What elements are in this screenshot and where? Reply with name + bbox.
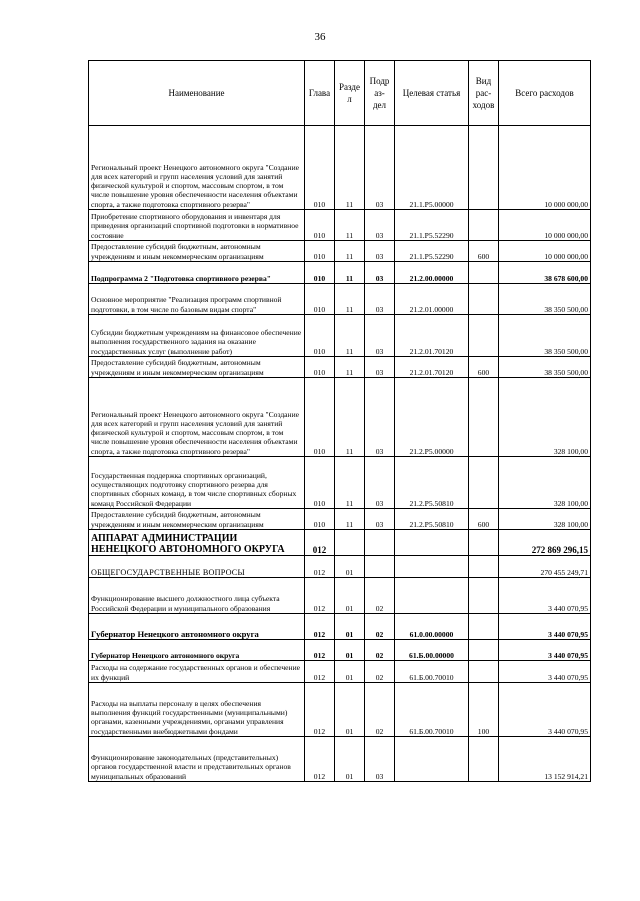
row-podrazdel: 03 bbox=[365, 357, 395, 378]
row-vid bbox=[469, 210, 499, 241]
budget-table bbox=[88, 60, 591, 782]
row-glava: 012 bbox=[305, 556, 335, 578]
table-row bbox=[89, 614, 591, 640]
table-row bbox=[89, 578, 591, 614]
table-row bbox=[89, 530, 591, 556]
row-target: 21.2.P5.50810 bbox=[395, 457, 469, 509]
row-podrazdel: 03 bbox=[365, 378, 395, 457]
table-row bbox=[89, 378, 591, 457]
row-target: 21.2.01.70120 bbox=[395, 315, 469, 357]
row-target: 61.Б.00.00000 bbox=[395, 640, 469, 661]
row-podrazdel: 03 bbox=[365, 262, 395, 284]
table-row bbox=[89, 126, 591, 210]
header-razdel: Разде л bbox=[335, 61, 365, 126]
row-razdel: 11 bbox=[335, 509, 365, 530]
row-name: Приобретение спортивного оборудования и инвентаря для приведения организаций спортивной подготовки в нормативное состояние bbox=[89, 210, 305, 241]
row-podrazdel: 02 bbox=[365, 578, 395, 614]
row-razdel: 11 bbox=[335, 126, 365, 210]
row-name: АППАРАТ АДМИНИСТРАЦИИ НЕНЕЦКОГО АВТОНОМНОГО ОКРУГА bbox=[89, 530, 305, 556]
row-vid bbox=[469, 737, 499, 782]
row-razdel: 01 bbox=[335, 683, 365, 737]
row-target bbox=[395, 737, 469, 782]
row-glava: 012 bbox=[305, 737, 335, 782]
row-razdel: 11 bbox=[335, 284, 365, 315]
row-target: 21.1.P5.52290 bbox=[395, 210, 469, 241]
row-vid bbox=[469, 262, 499, 284]
row-name: Расходы на содержание государственных органов и обеспечение их функций bbox=[89, 661, 305, 683]
row-total: 3 440 070,95 bbox=[499, 640, 591, 661]
row-target: 61.Б.00.70010 bbox=[395, 683, 469, 737]
table-row bbox=[89, 737, 591, 782]
row-total: 38 350 500,00 bbox=[499, 357, 591, 378]
row-razdel: 01 bbox=[335, 614, 365, 640]
row-target: 61.Б.00.70010 bbox=[395, 661, 469, 683]
row-razdel bbox=[335, 530, 365, 556]
row-target: 21.1.P5.52290 bbox=[395, 241, 469, 262]
row-target: 21.2.P5.50810 bbox=[395, 509, 469, 530]
row-total: 38 350 500,00 bbox=[499, 315, 591, 357]
row-podrazdel: 03 bbox=[365, 210, 395, 241]
row-vid bbox=[469, 661, 499, 683]
row-vid: 600 bbox=[469, 357, 499, 378]
row-podrazdel: 03 bbox=[365, 457, 395, 509]
header-row bbox=[89, 61, 591, 126]
row-name: Расходы на выплаты персоналу в целях обеспечения выполнения функций государственными (муниципальными) органами, казенными учреждениями, органами управления государственными внебюджетными фондами bbox=[89, 683, 305, 737]
row-podrazdel: 03 bbox=[365, 315, 395, 357]
row-total: 328 100,00 bbox=[499, 378, 591, 457]
row-podrazdel: 03 bbox=[365, 509, 395, 530]
table-row bbox=[89, 241, 591, 262]
row-glava: 010 bbox=[305, 357, 335, 378]
row-total: 3 440 070,95 bbox=[499, 683, 591, 737]
table-row bbox=[89, 556, 591, 578]
row-razdel: 01 bbox=[335, 737, 365, 782]
row-target: 21.1.P5.00000 bbox=[395, 126, 469, 210]
row-razdel: 11 bbox=[335, 262, 365, 284]
row-name: Предоставление субсидий бюджетным, автономным учреждениям и иным некоммерческим организациям bbox=[89, 241, 305, 262]
row-glava: 010 bbox=[305, 126, 335, 210]
row-glava: 010 bbox=[305, 210, 335, 241]
header-total: Всего расходов bbox=[499, 61, 591, 126]
row-podrazdel: 02 bbox=[365, 661, 395, 683]
row-glava: 012 bbox=[305, 661, 335, 683]
row-total: 328 100,00 bbox=[499, 509, 591, 530]
row-vid: 600 bbox=[469, 241, 499, 262]
row-podrazdel: 02 bbox=[365, 683, 395, 737]
row-target bbox=[395, 556, 469, 578]
row-vid bbox=[469, 614, 499, 640]
table-row bbox=[89, 357, 591, 378]
header-vid: Вид рас- ходов bbox=[469, 61, 499, 126]
row-razdel: 01 bbox=[335, 661, 365, 683]
row-total: 272 869 296,15 bbox=[499, 530, 591, 556]
row-name: Региональный проект Ненецкого автономного округа "Создание для всех категорий и групп населения условий для занятий физической культурой и спортом, массовым спортом, в том числе повышение уровня обеспеченности населения объектами спорта, а также подготовка спортивного резерва" bbox=[89, 126, 305, 210]
row-name: Предоставление субсидий бюджетным, автономным учреждениям и иным некоммерческим организациям bbox=[89, 509, 305, 530]
row-target bbox=[395, 578, 469, 614]
row-glava: 012 bbox=[305, 578, 335, 614]
row-glava: 010 bbox=[305, 457, 335, 509]
row-glava: 010 bbox=[305, 241, 335, 262]
row-target bbox=[395, 530, 469, 556]
row-name: Функционирование высшего должностного лица субъекта Российской Федерации и муниципального образования bbox=[89, 578, 305, 614]
header-target: Целевая статья bbox=[395, 61, 469, 126]
row-target: 21.2.01.70120 bbox=[395, 357, 469, 378]
row-name: Государственная поддержка спортивных организаций, осуществляющих подготовку спортивного резерва для спортивных сборных команд, в том числе спортивных сборных команд Российской Федерации bbox=[89, 457, 305, 509]
row-target: 21.2.01.00000 bbox=[395, 284, 469, 315]
table-row bbox=[89, 640, 591, 661]
row-razdel: 01 bbox=[335, 556, 365, 578]
row-vid: 100 bbox=[469, 683, 499, 737]
table-row bbox=[89, 457, 591, 509]
table-row bbox=[89, 315, 591, 357]
row-vid bbox=[469, 556, 499, 578]
row-target: 61.0.00.00000 bbox=[395, 614, 469, 640]
row-name: Предоставление субсидий бюджетным, автономным учреждениям и иным некоммерческим организациям bbox=[89, 357, 305, 378]
row-total: 3 440 070,95 bbox=[499, 578, 591, 614]
row-name: Региональный проект Ненецкого автономного округа "Создание для всех категорий и групп населения условий для занятий физической культурой и спортом, массовым спортом, в том числе повышение уровня обеспеченности населения объектами спорта, а также подготовка спортивного резерва" bbox=[89, 378, 305, 457]
row-podrazdel bbox=[365, 530, 395, 556]
row-razdel: 01 bbox=[335, 578, 365, 614]
row-razdel: 11 bbox=[335, 457, 365, 509]
row-target: 21.2.00.00000 bbox=[395, 262, 469, 284]
row-glava: 012 bbox=[305, 683, 335, 737]
row-name: Основное мероприятие "Реализация программ спортивной подготовки, в том числе по базовым видам спорта" bbox=[89, 284, 305, 315]
row-name: Субсидии бюджетным учреждениям на финансовое обеспечение выполнения государственного задания на оказание государственных услуг (выполнение работ) bbox=[89, 315, 305, 357]
row-total: 13 152 914,21 bbox=[499, 737, 591, 782]
row-total: 10 000 000,00 bbox=[499, 210, 591, 241]
table-row bbox=[89, 284, 591, 315]
row-podrazdel: 03 bbox=[365, 284, 395, 315]
row-podrazdel bbox=[365, 556, 395, 578]
row-vid bbox=[469, 315, 499, 357]
table-row bbox=[89, 509, 591, 530]
row-glava: 012 bbox=[305, 530, 335, 556]
row-vid bbox=[469, 284, 499, 315]
row-podrazdel: 03 bbox=[365, 241, 395, 262]
row-razdel: 11 bbox=[335, 378, 365, 457]
table-row bbox=[89, 661, 591, 683]
row-total: 328 100,00 bbox=[499, 457, 591, 509]
row-podrazdel: 02 bbox=[365, 640, 395, 661]
row-total: 270 455 249,71 bbox=[499, 556, 591, 578]
row-total: 3 440 070,95 bbox=[499, 614, 591, 640]
row-razdel: 11 bbox=[335, 210, 365, 241]
row-total: 10 000 000,00 bbox=[499, 126, 591, 210]
row-total: 38 678 600,00 bbox=[499, 262, 591, 284]
row-name: Губернатор Ненецкого автономного округа bbox=[89, 614, 305, 640]
row-podrazdel: 03 bbox=[365, 737, 395, 782]
row-podrazdel: 02 bbox=[365, 614, 395, 640]
row-name: Губернатор Ненецкого автономного округа bbox=[89, 640, 305, 661]
row-total: 3 440 070,95 bbox=[499, 661, 591, 683]
row-vid bbox=[469, 578, 499, 614]
table-row bbox=[89, 210, 591, 241]
row-glava: 010 bbox=[305, 315, 335, 357]
row-glava: 012 bbox=[305, 640, 335, 661]
row-total: 38 350 500,00 bbox=[499, 284, 591, 315]
header-podrazdel: Подр аз- дел bbox=[365, 61, 395, 126]
row-podrazdel: 03 bbox=[365, 126, 395, 210]
row-target: 21.2.P5.00000 bbox=[395, 378, 469, 457]
header-name: Наименование bbox=[89, 61, 305, 126]
row-vid bbox=[469, 640, 499, 661]
row-vid bbox=[469, 378, 499, 457]
row-name: ОБЩЕГОСУДАРСТВЕННЫЕ ВОПРОСЫ bbox=[89, 556, 305, 578]
table-row bbox=[89, 262, 591, 284]
row-glava: 010 bbox=[305, 262, 335, 284]
row-total: 10 000 000,00 bbox=[499, 241, 591, 262]
row-razdel: 01 bbox=[335, 640, 365, 661]
page-number: 36 bbox=[314, 31, 326, 43]
row-glava: 010 bbox=[305, 378, 335, 457]
header-glava: Глава bbox=[305, 61, 335, 126]
row-glava: 012 bbox=[305, 614, 335, 640]
row-razdel: 11 bbox=[335, 241, 365, 262]
row-glava: 010 bbox=[305, 509, 335, 530]
row-vid bbox=[469, 126, 499, 210]
row-vid: 600 bbox=[469, 509, 499, 530]
row-razdel: 11 bbox=[335, 315, 365, 357]
row-name: Подпрограмма 2 "Подготовка спортивного резерва" bbox=[89, 262, 305, 284]
row-vid bbox=[469, 530, 499, 556]
row-vid bbox=[469, 457, 499, 509]
row-razdel: 11 bbox=[335, 357, 365, 378]
table-row bbox=[89, 683, 591, 737]
row-name: Функционирование законодательных (представительных) органов государственной власти и представительных органов муниципальных образований bbox=[89, 737, 305, 782]
row-glava: 010 bbox=[305, 284, 335, 315]
